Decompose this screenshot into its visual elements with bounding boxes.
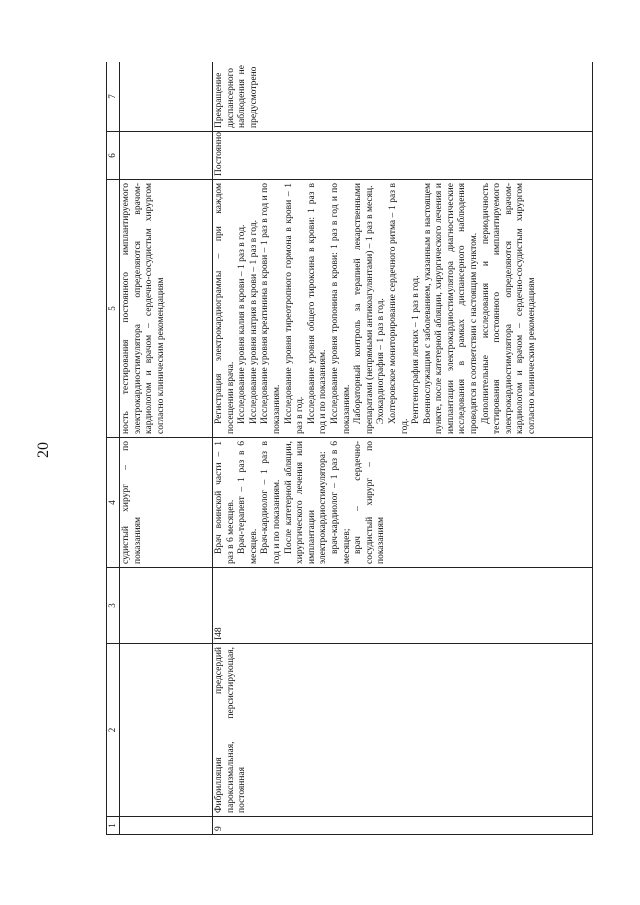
column-number: 3	[107, 568, 120, 644]
row-number-cell: 9	[213, 817, 593, 835]
row-number-cell	[120, 817, 213, 835]
termination-text: Прекращение диспансерного наблюдения не предусмотрено	[214, 65, 259, 128]
table-row-9	[213, 62, 593, 835]
doctor-line: врач-кардиолог – 1 раз в 6 месяцев;	[329, 441, 352, 564]
column-number: 1	[107, 817, 120, 835]
doctor-line: Врач-терапевт – 1 раз в 6 месяцев.	[237, 441, 259, 564]
dispensary-table-sheet	[106, 62, 595, 835]
procedure-line: Регистрация электрокардиограммы – при каждом посещении врача.	[214, 183, 236, 434]
column-number: 5	[107, 180, 120, 438]
column-number: 6	[107, 132, 120, 180]
doctors-cell	[120, 438, 213, 568]
column-number-row	[107, 62, 120, 835]
disease-cell	[213, 644, 593, 817]
doctors-text: судистый хирург – по показаниям	[121, 441, 143, 564]
procedure-line: Исследование уровня натрия в крови – 1 раз в год.	[248, 220, 259, 424]
doctor-line: Врач-кардиолог – 1 раз в год и по показаниям.	[260, 441, 282, 564]
column-number: 4	[107, 438, 120, 568]
icd-code-cell: I48	[213, 568, 593, 644]
doctors-cell	[213, 438, 593, 568]
doctor-line: Врач воинской части – 1 раз в 6 месяцев.	[214, 441, 236, 564]
disease-cell	[120, 644, 213, 817]
column-number: 2	[107, 644, 120, 817]
procedure-line: Рентгенография легких – 1 раз в год.	[411, 275, 422, 424]
procedure-line: Лабораторный контроль за терапией лекарственными препаратами (непрямыми антикоагулянтами) – 1 раз в месяц.	[353, 183, 375, 434]
procedure-line: Дополнительные исследования и периодичность тестирования постоянного имплантируемого электрокардиостимулятора определяются врачом-кардиологом и врачом – сердечно-сосудистым хирургом согласно клиническим рекомендациям	[480, 183, 538, 434]
column-number: 7	[107, 62, 120, 132]
continuation-row	[120, 62, 213, 835]
procedure-line: Исследование уровня калия в крови – 1 раз в год.	[237, 224, 248, 424]
termination-cell	[213, 62, 593, 132]
page-number: 20	[35, 442, 52, 458]
procedures-cell	[120, 180, 213, 438]
procedure-line: Военнослужащим с заболеванием, указанным в настоящем пункте, после катетерной абляции, хирургического лечения и имплантации электрокардиостимулятора диагностические исследования в рамках диспансерного наблюдения проводятся в соответствии с настоящим пунктом.	[422, 183, 480, 434]
procedure-line: Эхокардиография – 1 раз в год.	[376, 298, 387, 424]
procedure-line: Холтеровское мониторирование сердечного ритма – 1 раз в год.	[387, 183, 410, 434]
doctor-line: врач – сердечно-сосудистый хирург – по показаниям	[353, 441, 387, 564]
dispensary-observation-table	[106, 62, 593, 835]
duration-cell: Постоянно	[213, 132, 593, 180]
code-cell	[120, 568, 213, 644]
doctor-line: После катетерной абляции, хирургического лечения или имплантации электрокардиостимулятора:	[283, 441, 329, 564]
procedure-line: Исследование уровня креатинина в крови – 1 раз в год и по показаниям.	[260, 183, 282, 434]
duration-cell	[120, 132, 213, 180]
procedure-line: Исследование уровня общего тироксина в крови: 1 раз в год и по показаниям.	[306, 183, 329, 434]
rotated-table-area	[106, 62, 595, 835]
procedures-cell	[213, 180, 593, 438]
termination-cell	[120, 62, 213, 132]
disease-name: Фибрилляция предсердий пароксизмальная, персистирующая, постоянная	[214, 647, 248, 813]
procedure-line: Исследование уровня тропонина в крови: 1 раз в год и по показаниям.	[329, 183, 352, 434]
procedure-line: Исследование уровня тиреотропного гормона в крови – 1 раз в год.	[283, 183, 306, 434]
procedures-text: ность тестирования постоянного имплантируемого электрокардиостимулятора определяются врачом-кардиологом и врачом – сердечно-сосудистым хирургом согласно клиническим рекомендациям	[121, 183, 166, 434]
